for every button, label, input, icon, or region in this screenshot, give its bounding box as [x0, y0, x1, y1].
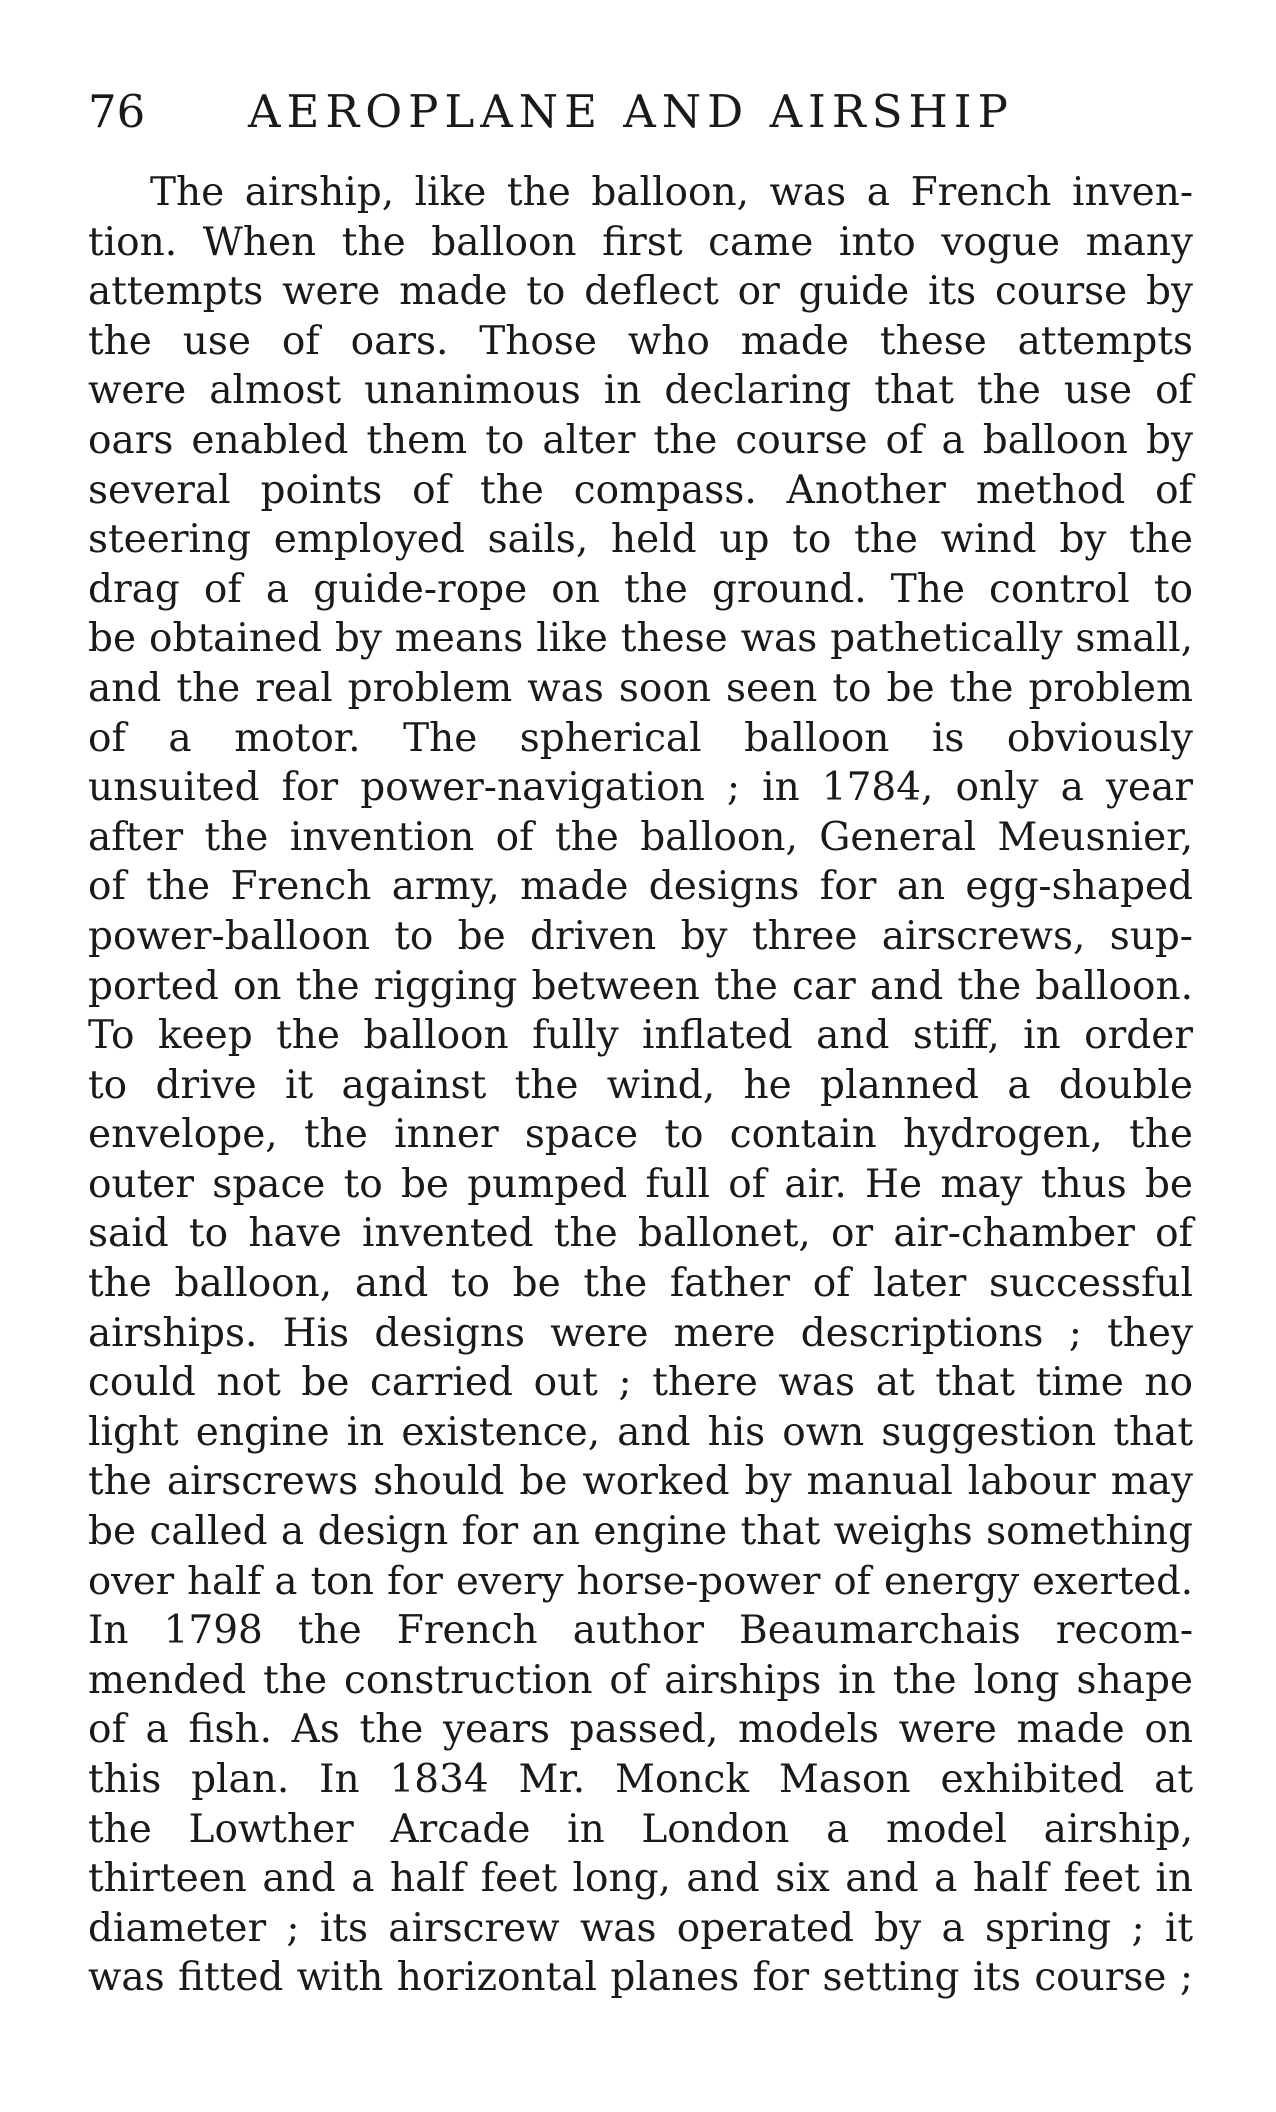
text-line: could not be carried out ; there was at that time no: [88, 1360, 1193, 1406]
text-line: thirteen and a half feet long, and six and a half feet in: [88, 1856, 1193, 1902]
text-line: To keep the balloon fully inflated and stiff, in order: [88, 1013, 1193, 1059]
text-line: this plan. In 1834 Mr. Monck Mason exhibited at: [88, 1757, 1193, 1802]
text-line: to drive it against the wind, he planned a double: [88, 1062, 1193, 1108]
text-line: diameter ; its airscrew was operated by a spring ; it: [88, 1905, 1193, 1951]
text-line: of the French army, made designs for an egg-shaped: [88, 864, 1193, 910]
text-line: outer space to be pumped full of air. He may thus be: [88, 1161, 1193, 1207]
text-line: of a fish. As the years passed, models were made on: [88, 1707, 1193, 1753]
text-line: unsuited for power-navigation ; in 1784, only a year: [88, 765, 1193, 811]
text-line: airships. His designs were mere descriptions ; they: [88, 1310, 1193, 1356]
text-line: attempts were made to deflect or guide its course by: [88, 269, 1193, 315]
text-line: the airscrews should be worked by manual labour may: [88, 1459, 1193, 1505]
page-header: [88, 82, 1208, 142]
text-line: power-balloon to be driven by three airscrews, sup-: [88, 913, 1193, 959]
text-line: In 1798 the French author Beaumarchais recom-: [88, 1608, 1193, 1654]
running-title: AEROPLANE AND AIRSHIP: [248, 85, 1014, 138]
text-line: was fitted with horizontal planes for setting its course ;: [88, 1955, 1193, 2001]
text-line: after the invention of the balloon, General Meusnier,: [88, 814, 1193, 860]
text-line: drag of a guide-rope on the ground. The control to: [88, 566, 1193, 612]
text-line: were almost unanimous in declaring that the use of: [88, 368, 1193, 414]
text-line: be called a design for an engine that weighs something: [88, 1509, 1193, 1555]
text-line: several points of the compass. Another method of: [88, 467, 1193, 513]
text-line: light engine in existence, and his own suggestion that: [88, 1409, 1193, 1455]
text-line: the Lowther Arcade in London a model airship,: [88, 1806, 1193, 1852]
text-line: steering employed sails, held up to the wind by the: [88, 517, 1193, 563]
text-line: oars enabled them to alter the course of a balloon by: [88, 417, 1193, 463]
text-line: ported on the rigging between the car and the balloon.: [88, 963, 1193, 1009]
text-line: the balloon, and to be the father of later successful: [88, 1261, 1193, 1307]
page-number: 76: [88, 85, 146, 138]
text-line: mended the construction of airships in the long shape: [88, 1657, 1193, 1703]
text-line: envelope, the inner space to contain hydrogen, the: [88, 1112, 1193, 1158]
body-text: [88, 168, 1193, 2003]
text-line: the use of oars. Those who made these attempts: [88, 318, 1193, 364]
text-line: of a motor. The spherical balloon is obviously: [88, 715, 1193, 761]
text-line: over half a ton for every horse-power of energy exerted.: [88, 1558, 1193, 1604]
text-line: said to have invented the ballonet, or air-chamber of: [88, 1211, 1193, 1257]
text-line: The airship, like the balloon, was a French inven-: [150, 170, 1193, 215]
text-line: be obtained by means like these was pathetically small,: [88, 616, 1193, 662]
text-line: and the real problem was soon seen to be the problem: [88, 665, 1193, 711]
text-line: tion. When the balloon first came into vogue many: [88, 219, 1193, 265]
